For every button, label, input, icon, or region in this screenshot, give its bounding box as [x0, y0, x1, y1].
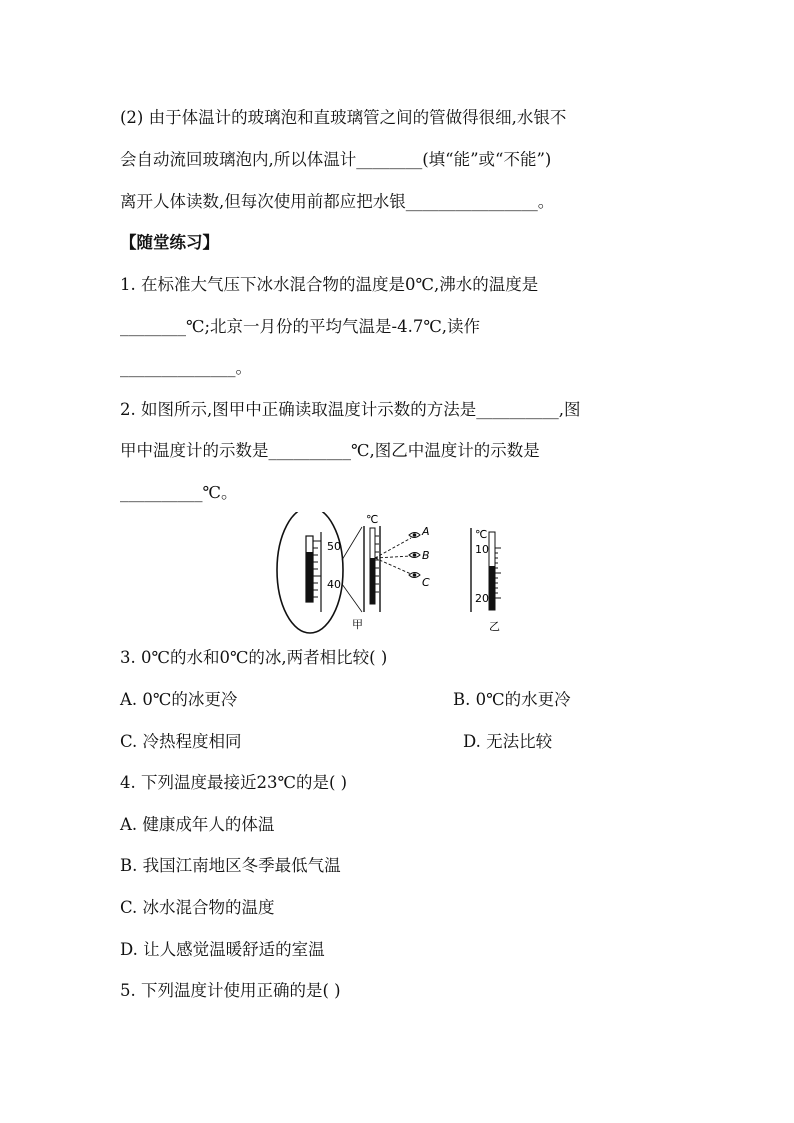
eye-icon: [409, 573, 420, 578]
unit-label: ℃: [366, 513, 379, 526]
magnified-view: [277, 512, 362, 633]
eye-icon: [409, 553, 420, 558]
text-line: __________℃。: [120, 483, 238, 502]
unit-label: ℃: [475, 528, 488, 541]
text-line: 1. 在标准大气压下冰水混合物的温度是0℃,沸水的温度是: [120, 275, 539, 294]
text-line: ______________。: [120, 358, 252, 377]
option-d: D. 让人感觉温暖舒适的室温: [120, 940, 325, 959]
tick-label-20: 20: [475, 592, 489, 605]
thermometer-jia: [352, 513, 430, 631]
text-line: 2. 如图所示,图甲中正确读取温度计示数的方法是__________,图: [120, 400, 581, 419]
text-line: 会自动流回玻璃泡内,所以体温计________(填“能”或“不能”): [120, 150, 552, 169]
text-line: ________℃;北京一月份的平均气温是-4.7℃,读作: [120, 317, 481, 336]
thermometer-figure: [276, 512, 516, 637]
option-b: B. 0℃的水更冷: [453, 690, 571, 709]
figure-caption-yi: 乙: [489, 620, 500, 633]
thermometer-yi: [471, 528, 501, 633]
text-line: (2) 由于体温计的玻璃泡和直玻璃管之间的管做得很细,水银不: [120, 108, 567, 127]
section-title: 【随堂练习】: [120, 233, 219, 252]
question-stem: 3. 0℃的水和0℃的冰,两者相比较( ): [120, 648, 388, 667]
question-stem: 5. 下列温度计使用正确的是( ): [120, 981, 341, 1000]
figure-caption-jia: 甲: [352, 618, 363, 631]
eye-label-c: C: [422, 576, 430, 589]
eye-label-a: A: [422, 525, 430, 538]
option-d: D. 无法比较: [463, 732, 553, 751]
eye-icon: [409, 533, 420, 538]
eye-label-b: B: [422, 549, 430, 562]
option-c: C. 冷热程度相同: [120, 732, 242, 751]
question-stem: 4. 下列温度最接近23℃的是( ): [120, 773, 348, 792]
tick-label-40: 40: [327, 578, 341, 591]
text-line: 甲中温度计的示数是__________℃,图乙中温度计的示数是: [120, 441, 540, 460]
option-c: C. 冰水混合物的温度: [120, 898, 275, 917]
option-b: B. 我国江南地区冬季最低气温: [120, 856, 341, 875]
text-line: 离开人体读数,但每次使用前都应把水银________________。: [120, 192, 555, 211]
option-a: A. 健康成年人的体温: [120, 815, 275, 834]
tick-label-10: 10: [475, 543, 489, 556]
tick-label-50: 50: [327, 540, 341, 553]
option-a: A. 0℃的冰更冷: [120, 690, 238, 709]
